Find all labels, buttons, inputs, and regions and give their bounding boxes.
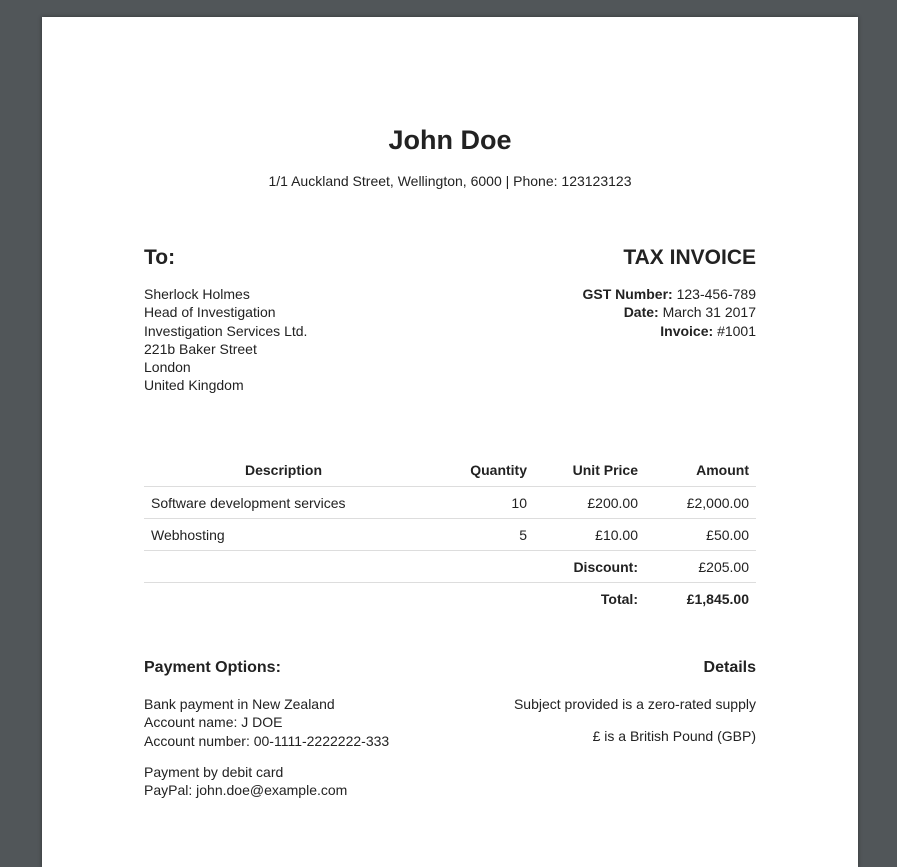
gst-value: 123-456-789 [676, 286, 756, 302]
card-line: PayPal: john.doe@example.com [144, 782, 348, 799]
gst-label: GST Number: [582, 286, 673, 302]
to-heading: To: [144, 246, 176, 269]
invoice-label: Invoice: [660, 322, 714, 339]
item-unit-price: £10.00 [534, 519, 645, 551]
payment-options-heading: Payment Options: [144, 659, 281, 676]
details-currency: £ is a British Pound (GBP) [592, 728, 756, 744]
details-heading: Details [703, 659, 756, 676]
item-description: Webhosting [144, 519, 423, 551]
date-label: Date: [623, 304, 659, 321]
date-value: March 31 2017 [662, 304, 756, 321]
invoice-number-row [582, 322, 756, 340]
card-payment-info [144, 763, 347, 800]
discount-row [144, 551, 756, 583]
item-quantity: 5 [423, 519, 534, 551]
tax-invoice-heading: TAX INVOICE [623, 246, 756, 269]
item-description: Software development services [144, 487, 423, 519]
item-quantity: 10 [423, 487, 534, 519]
discount-value: £205.00 [645, 551, 756, 583]
total-row [144, 583, 756, 615]
recipient-line: 221b Baker Street [144, 340, 257, 357]
bank-line: Bank payment in New Zealand [144, 696, 335, 712]
header-unit-price: Unit Price [534, 454, 645, 487]
invoice-meta [582, 285, 756, 340]
recipient-address [144, 285, 307, 395]
gst-number-row [582, 285, 756, 303]
recipient-line: Sherlock Holmes [144, 286, 250, 302]
bank-line: Account number: 00-1111-2222222-333 [144, 732, 390, 749]
discount-label: Discount: [534, 551, 645, 583]
header-description: Description [144, 454, 423, 487]
recipient-line: Head of Investigation [144, 304, 276, 321]
table-row [144, 487, 756, 519]
recipient-line: Investigation Services Ltd. [144, 322, 308, 339]
total-value: £1,845.00 [686, 590, 749, 607]
card-line: Payment by debit card [144, 764, 284, 780]
bank-payment-info [144, 695, 389, 750]
table-row [144, 519, 756, 551]
sender-name: John Doe [388, 125, 512, 155]
sender-address: 1/1 Auckland Street, Wellington, 6000 | Phone: 123123123 [268, 173, 632, 189]
line-items-table [144, 454, 756, 614]
recipient-line: United Kingdom [144, 377, 244, 394]
invoice-page [42, 17, 858, 867]
item-amount: £2,000.00 [645, 487, 756, 519]
details-zero-rated: Subject provided is a zero-rated supply [513, 696, 756, 712]
header-quantity: Quantity [423, 454, 534, 487]
item-amount: £50.00 [645, 519, 756, 551]
table-header-row [144, 454, 756, 487]
recipient-line: London [144, 359, 191, 376]
header-amount: Amount [645, 454, 756, 487]
item-unit-price: £200.00 [534, 487, 645, 519]
total-label: Total: [600, 590, 638, 607]
bank-line: Account name: J DOE [144, 714, 283, 731]
invoice-value: #1001 [717, 322, 756, 339]
date-row [582, 303, 756, 321]
